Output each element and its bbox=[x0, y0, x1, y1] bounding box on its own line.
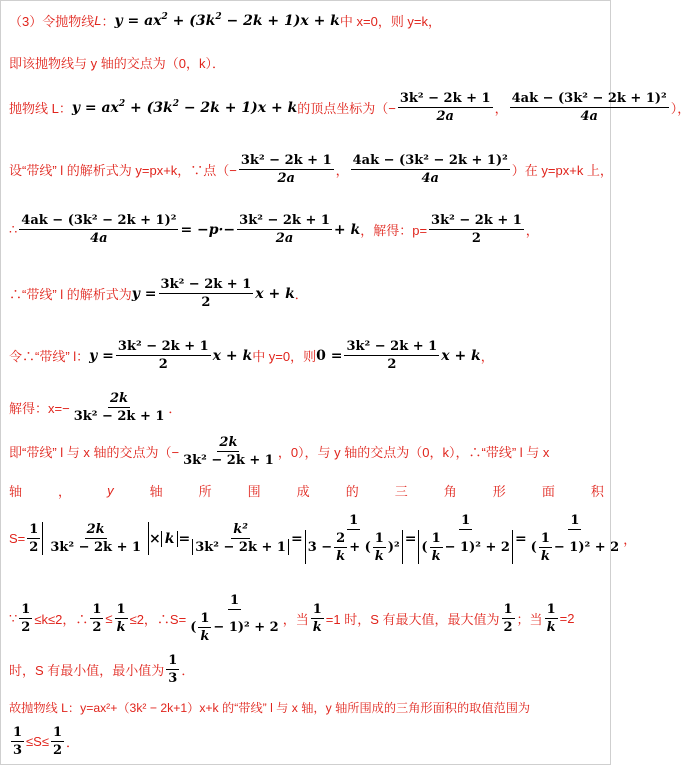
line-10 bbox=[9, 481, 604, 500]
justified-char: 形 bbox=[492, 484, 506, 499]
justified-char: 轴 bbox=[149, 484, 163, 499]
justified-char: 所 bbox=[198, 484, 212, 499]
justified-char: 围 bbox=[247, 484, 261, 499]
line-13: 时，S 有最小值，最小值为 $\frac{1}{3}$ ． bbox=[9, 653, 195, 686]
justified-char: 轴 bbox=[9, 484, 23, 499]
justified-char: 角 bbox=[443, 484, 457, 499]
justified-char: 成 bbox=[296, 484, 310, 499]
line-6: ∴“带线” l 的解析式为 y = $\frac{\text{3k² − 2k + 1}}{2}$ x + k ． bbox=[9, 277, 308, 310]
line-1: （3）令抛物线 L ： $y = ax^2 + (3k^2 - 2k + 1)x + k$ 中 x=0，则 y=k， bbox=[9, 11, 442, 29]
line-8: 解得：x=− $\frac{2k}{\text{3k² − 2k + 1}}$ ． bbox=[9, 391, 182, 424]
justified-char: 的 bbox=[345, 484, 359, 499]
line-3: 抛物线 L： $y = ax^2 + (3k^2 - 2k + 1)x + k$ 的顶点坐标为（− $\frac{\text{3k² − 2k + 1}}{2a}$ ， $\frac{\text{4ak − (3k² − 2k + 1)²}}{4a}$ ）， bbox=[9, 91, 690, 124]
line-14: 故抛物线 L：y=ax²+（3k² − 2k+1）x+k 的“带线” l 与 x 轴，y 轴所围成的三角形面积的取值范围为 bbox=[9, 701, 531, 715]
justified-char: 面 bbox=[541, 484, 555, 499]
line-9: 即“带线” l 与 x 轴的交点为（− $\frac{2k}{\text{3k² − 2k + 1}}$ ，0），与 y 轴的交点为（0，k），∴“带线” l 与 x bbox=[9, 435, 550, 468]
line-15: $\frac{1}{3}$ ≤S≤ $\frac{1}{2}$ ． bbox=[13, 725, 80, 758]
justified-char: y bbox=[107, 483, 114, 498]
justified-char: ， bbox=[58, 484, 72, 499]
justified-char: 三 bbox=[394, 484, 408, 499]
vertex-y-fraction: $\frac{\text{4ak − (3k² − 2k + 1)²}}{4a}$ bbox=[511, 91, 667, 124]
line-12: ∵ $\frac{1}{2}$ ≤k≤2，∴ $\frac{1}{2}$ ≤ $\frac{1}{k}$ ≤2，∴S= 1 ( $\frac{1}{k}$ − 1)² + 2 ，当 $\frac{1}{k}$ =1 时，S 有最大值，最大值为 $\frac{1}{2}$ ；当 $\frac{1}{k}$ =2 bbox=[9, 593, 575, 644]
line-11-area-formula: S= $\frac{1}{2}$ $\frac{2k}{\text{3k² − 2k + 1}}$ × k = $\frac{\text{k²}}{\text{3k² − 2k + 1}}$ = 1 3 − $\frac{2}{k}$ + ( $\frac{1}{k}$ )² = 1 ( $\frac{1}{k}$ − 1)² + 2 = 1 ( $\frac{1}{k}$ − 1)² + 2 ， bbox=[9, 513, 637, 564]
line-4: 设“带线” l 的解析式为 y=px+k，∵点（− $\frac{\text{3k² − 2k + 1}}{2a}$ ， $\frac{\text{4ak − (3k² − 2k + 1)²}}{4a}$ ）在 y=px+k 上， bbox=[9, 153, 613, 186]
parabola-equation: $y = ax^2 + (3k^2 - 2k + 1)x + k$ bbox=[114, 11, 340, 29]
vertex-x-fraction: $\frac{\text{3k² − 2k + 1}}{2a}$ bbox=[399, 91, 491, 124]
line-7: 令∴“带线” l： y = $\frac{\text{3k² − 2k + 1}}{2}$ x + k 中 y=0，则 0 = $\frac{\text{3k² − 2k + 1}}{2}$ x + k ， bbox=[9, 339, 494, 372]
line-2: 即该抛物线与 y 轴的交点为（0，k）． bbox=[9, 56, 225, 71]
justified-char: 积 bbox=[590, 484, 604, 499]
line-5: ∴ $\frac{\text{4ak − (3k² − 2k + 1)²}}{4a}$ = −p·− $\frac{\text{3k² − 2k + 1}}{2a}$ + k ，解得：p= $\frac{\text{3k² − 2k + 1}}{2}$ ， bbox=[9, 213, 539, 246]
